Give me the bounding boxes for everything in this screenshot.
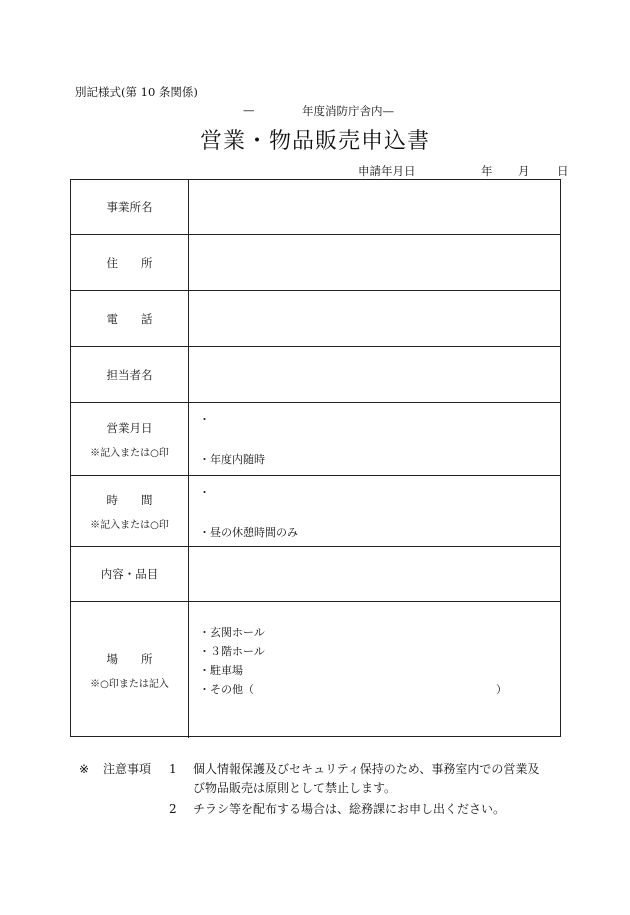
contact-person-label-cell [71,347,189,402]
business-dates-label: 営業月日 [106,420,153,435]
notes-mark: ※ [79,762,90,776]
address-label-cell [71,235,189,290]
content-items-label: 内容・品目 [100,567,159,581]
row-location [71,602,560,738]
date-month-label: 月 [518,164,530,178]
location-label: 場 所 [106,651,153,666]
note-1-text-line2: び物品販売は原則として禁止します。 [193,781,397,795]
business-hours-option-custom[interactable]: ・ [199,486,210,499]
page-title: 営業・物品販売申込書 [199,129,430,154]
row-business-name [71,180,560,235]
business-hours-option-lunch[interactable]: ・昼の休憩時間のみ [199,526,298,539]
business-dates-option-custom[interactable]: ・ [199,413,210,426]
business-hours-label-cell [71,476,189,546]
location-option-entrance-hall[interactable]: ・玄関ホール [199,626,265,639]
date-year-label: 年 [481,164,493,178]
row-content-items [71,547,560,602]
business-hours-field[interactable] [189,476,560,546]
row-contact-person [71,347,560,403]
content-items-label-cell [71,547,189,601]
row-business-hours [71,476,560,547]
address-label: 住 所 [106,255,153,270]
row-address [71,235,560,291]
date-day-label: 日 [557,164,569,178]
content-items-field[interactable] [189,547,560,601]
note-2-text: チラシ等を配布する場合は、総務課にお申し出ください。 [193,802,506,816]
business-hours-label: 時 間 [106,492,153,507]
phone-label-cell [71,291,189,346]
note-2-number: 2 [169,802,177,816]
contact-person-field[interactable] [189,347,560,402]
location-option-parking[interactable]: ・駐車場 [199,664,243,677]
row-business-dates [71,403,560,476]
form-label: 別記様式(第 10 条関係) [75,85,198,99]
business-dates-field[interactable] [189,403,560,475]
business-hours-note: ※記入または○印 [90,519,169,531]
business-dates-option-anytime[interactable]: ・年度内随時 [199,453,265,466]
business-name-field[interactable] [189,180,560,234]
location-option-other[interactable]: ・その他（ [199,683,254,696]
location-label-cell [71,602,189,738]
application-form-table [70,179,561,737]
notes-heading: 注意事項 [103,762,152,776]
business-dates-note: ※記入または○印 [90,447,169,459]
note-1-text-line1: 個人情報保護及びセキュリティ保持のため、事務室内での営業及 [193,762,540,776]
phone-label: 電 話 [106,311,153,326]
subtitle-text: 年度消防庁舎内— [302,104,394,118]
application-date-label: 申請年月日 [358,164,416,178]
location-note: ※○印または記入 [90,678,169,690]
location-option-3f-hall[interactable]: ・３階ホール [199,645,265,658]
subtitle-dash: — [243,103,255,117]
business-name-label: 事業所名 [106,200,153,214]
location-field[interactable] [189,602,560,738]
contact-person-label: 担当者名 [106,367,153,382]
phone-field[interactable] [189,291,560,346]
row-phone [71,291,560,347]
business-name-label-cell [71,180,189,234]
address-field[interactable] [189,235,560,290]
location-other-close-paren: ） [496,683,507,696]
note-1-number: 1 [169,762,177,776]
business-dates-label-cell [71,403,189,475]
